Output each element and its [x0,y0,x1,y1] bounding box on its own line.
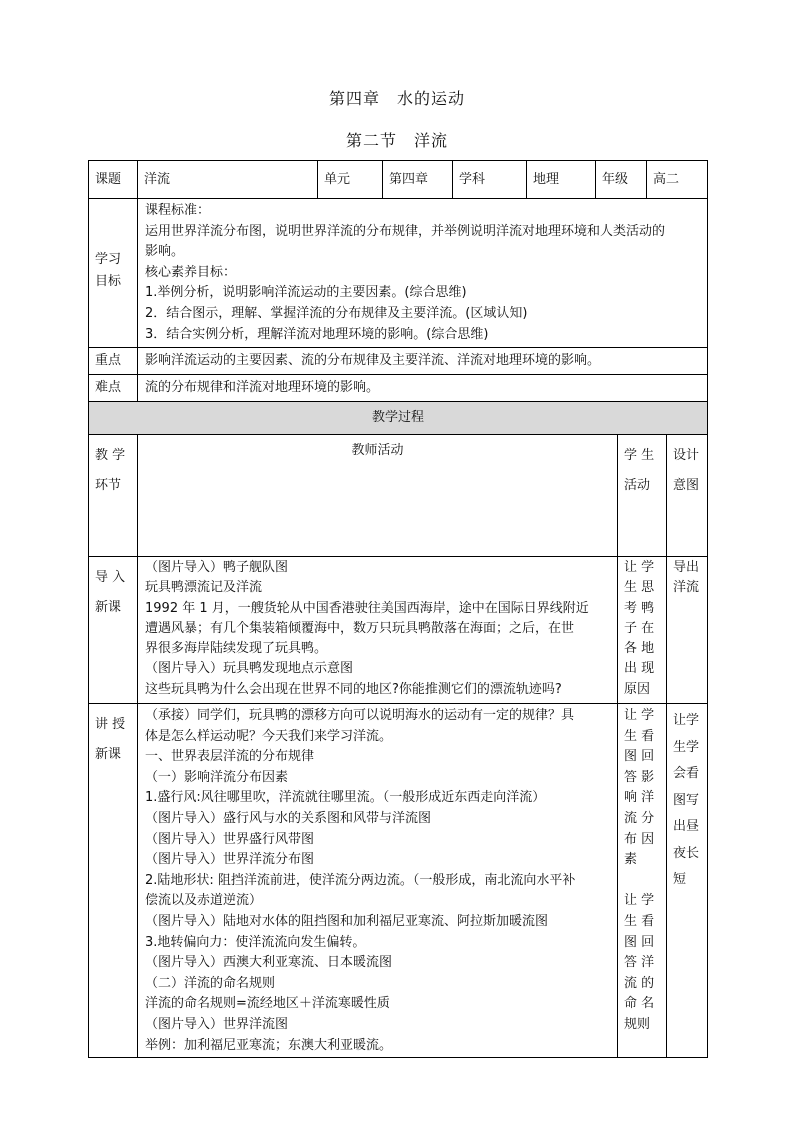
lecture-design-line: 会看 [673,766,700,781]
intro-stage-line-1: 导 入 [95,570,126,585]
lecture-student-line: 响 洋 [624,790,655,806]
col-stage-line-2: 环节 [95,478,122,493]
lecture-line: 洋流的命名规则=流经地区＋洋流寒暖性质 [145,996,390,1012]
col-design-line-1: 设计 [673,448,700,463]
lecture-line: 一、世界表层洋流的分布规律 [145,749,315,765]
col-student-line-1: 学 生 [624,448,655,463]
lecture-line: （图片导入）世界洋流分布图 [145,852,315,868]
intro-stage [89,557,138,704]
lecture-stage-line-1: 讲 授 [95,717,126,732]
col-student [618,435,667,557]
difficulties-text: 流的分布规律和洋流对地理环境的影响。 [138,375,707,402]
lecture-student-line: 流 的 [624,975,655,991]
unit-value: 第四章 [383,161,453,199]
intro-line: 界很多海岸陆续发现了玩具鸭。 [145,641,328,657]
objective-line: 影响。 [145,244,185,260]
lecture-student-line: 图 回 [624,749,655,765]
col-student-line-2: 活动 [624,478,651,493]
intro-line: 这些玩具鸭为什么会出现在世界不同的地区?你能推测它们的漂流轨迹吗? [145,681,562,697]
lecture-line: 3.地转偏向力：使洋流流向发生偏转。 [145,934,366,950]
key-points-text: 影响洋流运动的主要因素、流的分布规律及主要洋流、洋流对地理环境的影响。 [138,348,707,375]
intro-line: 1992 年 1 月，一艘货轮从中国香港驶往美国西海岸，途中在国际日界线附近 [145,600,589,616]
lecture-stage [89,704,138,1058]
lecture-line: （图片导入）陆地对水体的阻挡图和加利福尼亚寒流、阿拉斯加暖流图 [145,913,549,929]
intro-student-line: 原因 [624,681,651,697]
intro-student-line: 各 地 [624,641,655,657]
intro-design-line: 洋流 [673,580,700,596]
objective-line: 课程标准： [145,203,211,218]
difficulties-label: 难点 [89,375,138,402]
lecture-line: （图片导入）世界洋流图 [145,1016,289,1032]
objectives-label-line-1: 学习 [95,252,122,267]
col-design [667,435,707,557]
lecture-student-line: 素 [624,852,638,868]
col-teacher: 教师活动 [138,435,618,557]
lecture-line: 体是怎么样运动呢？今天我们来学习洋流。 [145,728,393,744]
objective-line: 3．结合实例分析，理解洋流对地理环境的影响。(综合思维) [145,326,489,342]
lesson-plan-table [88,160,708,1058]
lecture-line: （承接）同学们，玩具鸭的漂移方向可以说明海水的运动有一定的规律？具 [145,708,575,723]
lecture-student-line: 生 看 [624,913,655,929]
lecture-line: （图片导入）盛行风与水的关系图和风带与洋流图 [145,810,432,826]
lecture-student-line: 生 看 [624,728,655,744]
intro-line: 玩具鸭漂流记及洋流 [145,580,263,596]
process-header: 教学过程 [89,402,707,435]
lecture-line: 偿流以及赤道逆流） [145,893,263,909]
grade-value: 高二 [647,161,707,199]
lecture-design-line: 夜长 [673,845,700,861]
objectives-content [138,199,707,348]
objective-line: 2．结合图示，理解、掌握洋流的分布规律及主要洋流。(区域认知) [145,305,528,321]
lecture-line: （图片导入）西澳大利亚寒流、日本暖流图 [145,955,393,971]
intro-student-line: 让 学 [624,560,655,575]
lecture-design-line: 生学 [673,739,700,755]
intro-content [138,557,618,704]
intro-line: （图片导入）玩具鸭发现地点示意图 [145,661,354,677]
lecture-design [667,704,707,1058]
lecture-line: 1.盛行风:风往哪里吹，洋流就往哪里流。（一般形成近东西走向洋流） [145,790,546,806]
objectives-label [89,199,138,348]
lecture-design-line: 短 [673,872,687,887]
lecture-design-line: 让学 [673,713,700,728]
lecture-student-spacer [624,871,666,892]
objectives-label-line-2: 目标 [95,274,122,289]
subject-value: 地理 [527,161,596,199]
grade-label: 年级 [596,161,647,199]
col-design-line-2: 意图 [673,478,700,493]
lecture-design-line: 出昼 [673,819,700,834]
chapter-title: 第四章 水的运动 [328,89,465,108]
intro-student-line: 子 在 [624,620,655,636]
lecture-student-line: 让 学 [624,893,655,909]
intro-stage-line-2: 新课 [95,600,122,615]
col-stage-line-1: 教 学 [95,448,126,463]
lecture-line: 举例：加利福尼亚寒流；东澳大利亚暖流。 [145,1037,393,1053]
lecture-content [138,704,618,1058]
lecture-line: （图片导入）世界盛行风带图 [145,831,315,847]
lecture-line: （一）影响洋流分布因素 [145,769,289,785]
col-stage [89,435,138,557]
lecture-student [618,704,667,1058]
subject-label: 学科 [453,161,527,199]
lecture-student-line: 流 分 [624,810,655,826]
lecture-line: 2.陆地形状: 阻挡洋流前进，使洋流分两边流。（一般形成，南北流向水平补 [145,872,576,888]
key-points-label: 重点 [89,348,138,375]
topic-label: 课题 [89,161,138,199]
lecture-line: （二）洋流的命名规则 [145,975,276,991]
intro-student [618,557,667,704]
intro-line: （图片导入）鸭子舰队图 [145,560,289,575]
objective-line: 1.举例分析，说明影响洋流运动的主要因素。(综合思维) [145,285,467,301]
intro-design-line: 导出 [673,560,700,575]
intro-design [667,557,707,704]
lecture-student-line: 答 影 [624,769,655,785]
lecture-student-line: 命 名 [624,996,655,1012]
intro-student-line: 考 鸭 [624,600,655,616]
lecture-student-line: 图 回 [624,934,655,950]
objective-line: 核心素养目标： [145,264,237,280]
lecture-student-line: 布 因 [624,831,655,847]
section-title: 第二节 洋流 [345,131,448,150]
lecture-student-line: 答 洋 [624,955,655,971]
lecture-stage-line-2: 新课 [95,747,122,762]
lecture-design-line: 图写 [673,792,700,808]
topic-value: 洋流 [138,161,318,199]
lecture-student-line: 让 学 [624,708,655,723]
objective-line: 运用世界洋流分布图，说明世界洋流的分布规律，并举例说明洋流对地理环境和人类活动的 [145,223,666,239]
intro-student-line: 出 现 [624,661,655,677]
lecture-student-line: 规则 [624,1016,651,1032]
intro-student-line: 生 思 [624,580,655,596]
intro-line: 遭遇风暴；有几个集装箱倾覆海中，数万只玩具鸭散落在海面；之后，在世 [145,620,575,636]
unit-label: 单元 [318,161,383,199]
